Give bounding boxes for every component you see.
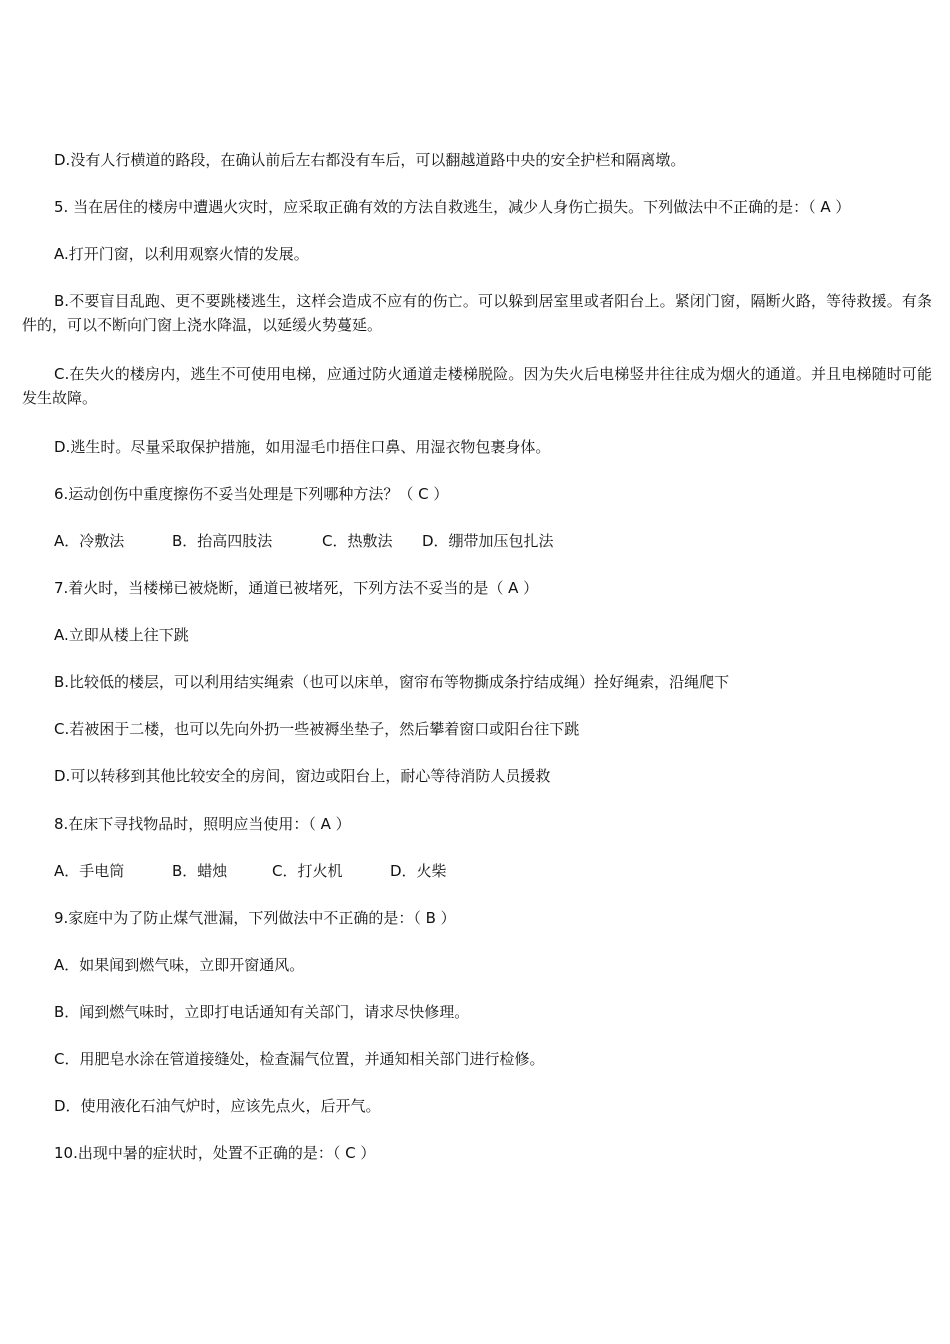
question-8: 8.在床下寻找物品时，照明应当使用：（ A ）: [54, 815, 351, 833]
question-7-option-d: D.可以转移到其他比较安全的房间，窗边或阳台上，耐心等待消防人员援救: [54, 767, 551, 785]
question-9-option-c: C．用肥皂水涂在管道接缝处，检查漏气位置，并通知相关部门进行检修。: [54, 1050, 545, 1068]
question-7-option-a: A.立即从楼上往下跳: [54, 626, 189, 644]
question-8-option-b: B．蜡烛: [172, 862, 228, 880]
question-5-option-b: B.不要盲目乱跑、更不要跳楼逃生，这样会造成不应有的伤亡。可以躲到居室里或者阳台上。紧闭门窗，隔断火路，等待救援。有条件的，可以不断向门窗上浇水降温，以延缓火势蔓延。: [22, 292, 932, 334]
question-5-option-c: C.在失火的楼房内，逃生不可使用电梯，应通过防火通道走楼梯脱险。因为失火后电梯竖井往往成为烟火的通道。并且电梯随时可能发生故障。: [22, 365, 932, 407]
question-6-options: [22, 529, 950, 553]
question-6: 6.运动创伤中重度擦伤不妥当处理是下列哪种方法？（ C ）: [54, 485, 449, 503]
question-6-option-c: C．热敷法: [322, 532, 393, 550]
question-8-option-d: D．火柴: [390, 862, 447, 880]
question-8-options: [22, 859, 950, 883]
question-7-option-b: B.比较低的楼层，可以利用结实绳索（也可以床单，窗帘布等物撕成条拧结成绳）拴好绳索，沿绳爬下: [54, 673, 730, 691]
question-5-option-d: D.逃生时。尽量采取保护措施，如用湿毛巾捂住口鼻、用湿衣物包裹身体。: [54, 438, 551, 456]
question-9: 9.家庭中为了防止煤气泄漏，下列做法中不正确的是：（ B ）: [54, 909, 456, 927]
question-8-option-c: C．打火机: [272, 862, 343, 880]
question-10: 10.出现中暑的症状时，处置不正确的是：（ C ）: [54, 1144, 376, 1162]
question-6-option-d: D．绷带加压包扎法: [422, 532, 554, 550]
question-7: 7.着火时，当楼梯已被烧断，通道已被堵死，下列方法不妥当的是（ A ）: [54, 579, 539, 597]
question-5-option-a: A.打开门窗，以利用观察火情的发展。: [54, 245, 309, 263]
question-6-option-b: B．抬高四肢法: [172, 532, 273, 550]
question-5: 5. 当在居住的楼房中遭遇火灾时，应采取正确有效的方法自救逃生，减少人身伤亡损失。下列做法中不正确的是：（ A ）: [54, 198, 851, 216]
option-d-line: D.没有人行横道的路段，在确认前后左右都没有车后，可以翻越道路中央的安全护栏和隔离墩。: [54, 151, 686, 169]
question-7-option-c: C.若被困于二楼，也可以先向外扔一些被褥坐垫子，然后攀着窗口或阳台往下跳: [54, 720, 580, 738]
question-9-option-a: A．如果闻到燃气味，立即开窗通风。: [54, 956, 305, 974]
question-8-option-a: A．手电筒: [54, 862, 125, 880]
question-9-option-b: B．闻到燃气味时，立即打电话通知有关部门，请求尽快修理。: [54, 1003, 470, 1021]
question-9-option-d: D．使用液化石油气炉时，应该先点火，后开气。: [54, 1097, 381, 1115]
question-6-option-a: A．冷敷法: [54, 532, 125, 550]
